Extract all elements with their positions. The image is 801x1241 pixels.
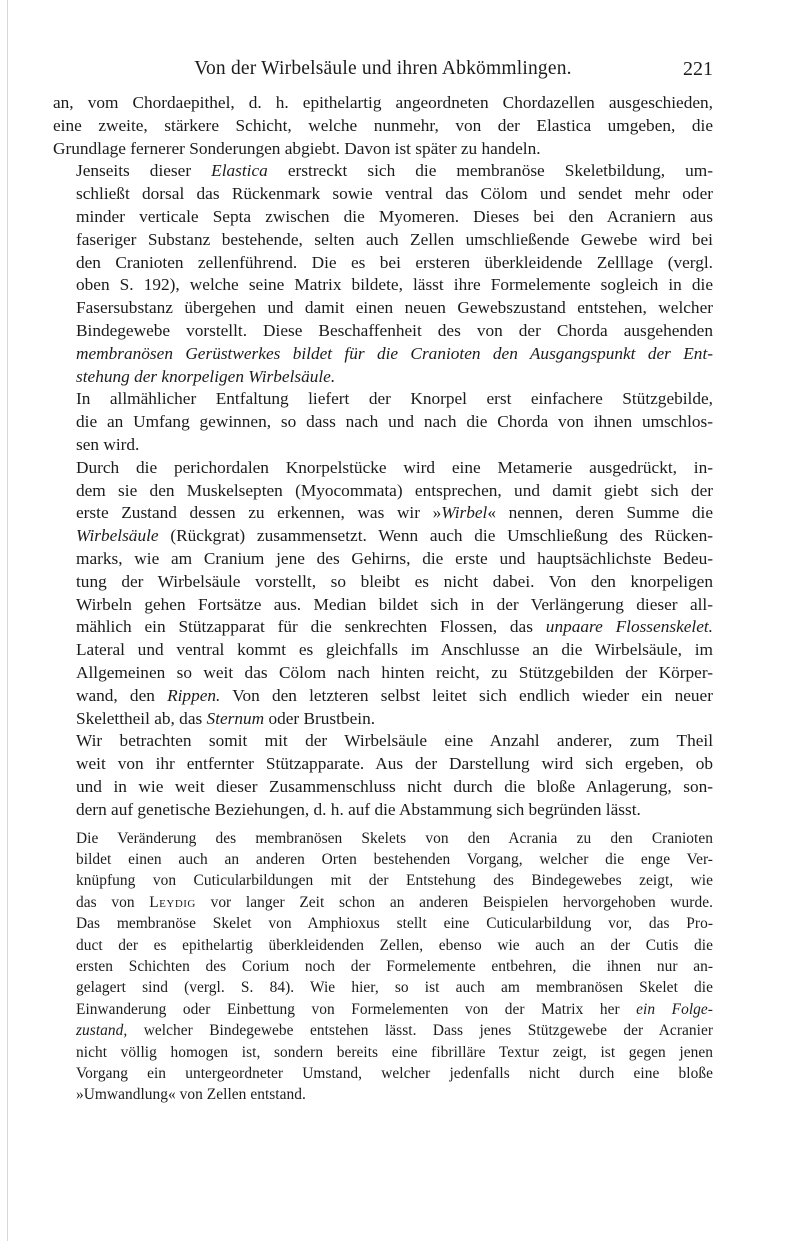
text-line: Wirbeln gehen Fortsätze aus. Median bildet sich in der Verlängerung dieser all- (76, 594, 713, 614)
text-line: Lateral und ventral kommt es gleichfalls im Anschlusse an die Wirbelsäule, im (76, 640, 713, 660)
text-segment: zustand, (76, 1022, 128, 1040)
text-segment: Wirbelsäule (76, 526, 159, 546)
text-line: eine zweite, stärkere Schicht, welche nunmehr, von der Elastica umgeben, die (53, 115, 713, 135)
text-line: »Umwandlung« von Zellen entstand. (76, 1086, 306, 1104)
text-line: Das membranöse Skelet von Amphioxus stellt eine Cuticularbildung vor, das Pro- (76, 915, 713, 933)
text-line: knüpfung von Cuticularbildungen mit der Entstehung des Bindegewebes zeigt, wie (76, 872, 713, 890)
text-line: Wir betrachten somit mit der Wirbelsäule eine Anzahl anderer, zum Theil (76, 731, 713, 751)
text-segment: stehung der knorpeligen Wirbelsäule. (76, 366, 336, 386)
text-line: minder verticale Septa zwischen die Myomeren. Dieses bei den Acraniern aus (76, 206, 713, 226)
text-line: gelagert sind (vergl. S. 84). Wie hier, so ist auch am membranösen Skelet die (76, 979, 713, 997)
text-line (53, 1020, 713, 1041)
page-edge-line (7, 0, 8, 1241)
text-segment: erste Zustand dessen zu erkennen, was wir » (76, 503, 442, 523)
text-segment: Rippen. (167, 685, 221, 705)
text-line (53, 160, 713, 183)
text-line: Fasersubstanz übergehen und damit einen neuen Gewebszustand entstehen, welcher (76, 298, 713, 318)
text-line: Grundlage fernerer Sonderungen abgiebt. Davon ist später zu handeln. (53, 138, 541, 158)
text-line: faseriger Substanz bestehende, selten auch Zellen umschließende Gewebe wird bei (76, 229, 713, 249)
body-text (53, 92, 713, 1106)
text-line: Durch die perichordalen Knorpelstücke wird eine Metamerie ausgedrückt, in- (76, 457, 713, 477)
text-segment: Skelettheil ab, das (76, 708, 207, 728)
main-text (53, 92, 713, 822)
text-segment: Sternum (206, 708, 265, 728)
text-line: weit von ihr entfernter Stützapparate. Aus der Darstellung wird sich ergeben, ob (76, 754, 713, 774)
text-segment: das von (76, 893, 150, 911)
text-line: marks, wie am Cranium jene des Gehirns, die erste und hauptsächlichste Bedeu- (76, 548, 713, 568)
text-segment: Wirbel (441, 503, 488, 523)
page-header (53, 58, 713, 82)
text-segment: membranösen Gerüstwerkes bildet für die Cranioten den Ausgangspunkt der Ent- (76, 343, 713, 363)
text-line (53, 525, 713, 548)
text-line: bildet einen auch an anderen Orten bestehenden Vorgang, welcher die enge Ver- (76, 850, 713, 868)
text-line: duct der es epithelartig überkleidenden Zellen, ebenso wie auch an der Cutis die (76, 936, 713, 954)
text-line (53, 502, 713, 525)
text-segment: Jenseits dieser (76, 161, 212, 181)
text-line: tung der Wirbelsäule vorstellt, so bleibt es nicht dabei. Von den knorpeligen (76, 571, 713, 591)
text-line: Allgemeinen so weit das Cölom nach hinten reicht, zu Stützgebilden der Körper- (76, 662, 713, 682)
text-segment: wand, den (76, 685, 168, 705)
text-line (53, 616, 713, 639)
paragraph (53, 730, 713, 821)
text-line (53, 685, 713, 708)
text-segment: vor langer Zeit schon an anderen Beispielen hervorgehoben wurde. (195, 893, 713, 911)
text-line: und in wie weit dieser Zusammenschluss nicht durch die bloße Anlagerung, son- (76, 776, 713, 796)
text-line: oben S. 192), welche seine Matrix bildete, lässt ihre Formelemente sogleich in die (76, 275, 713, 295)
text-line: an, vom Chordaepithel, d. h. epithelartig angeordneten Chordazellen ausgeschieden, (53, 93, 713, 112)
text-segment: (Rückgrat) zusammensetzt. Wenn auch die Umschließung des Rücken- (158, 526, 713, 546)
text-segment: « nennen, deren Summe die (487, 503, 713, 523)
running-title: Von der Wirbelsäule und ihren Abkömmlingen. (194, 58, 572, 79)
text-segment: unpaare Flossenskelet. (545, 617, 714, 637)
text-line: schließt dorsal das Rückenmark sowie ventral das Cölom und sendet mehr oder (76, 184, 713, 204)
paragraph (53, 160, 713, 388)
text-segment: oder Brustbein. (264, 708, 376, 728)
text-line (53, 892, 713, 913)
small-print-note (53, 828, 713, 1106)
text-line (53, 343, 713, 366)
text-segment: mählich ein Stützapparat für die senkrechten Flossen, das (76, 617, 546, 637)
text-line: Bindegewebe vorstellt. Diese Beschaffenheit des von der Chorda ausgehenden (76, 320, 713, 340)
text-line: ersten Schichten des Corium noch der Formelemente entbehren, die ihnen nur an- (76, 957, 713, 975)
text-line: nicht völlig homogen ist, sondern bereits eine fibrilläre Textur zeigt, ist gegen jenen (76, 1043, 713, 1061)
text-segment: Von den letzteren selbst leitet sich endlich wieder ein neuer (220, 685, 713, 705)
text-segment: erstreckt sich die membranöse Skeletbildung, um- (267, 161, 713, 181)
text-line (53, 708, 713, 731)
text-line: dem sie den Muskelsepten (Myocommata) entsprechen, und damit giebt sich der (76, 480, 713, 500)
paragraph (53, 92, 713, 160)
text-line (53, 999, 713, 1020)
text-line (53, 366, 713, 389)
text-segment: welcher Bindegewebe entstehen lässt. Dass jenes Stützgewebe der Acranier (127, 1022, 713, 1040)
paragraph (53, 457, 713, 731)
text-line: Die Veränderung des membranösen Skelets von den Acrania zu den Cranioten (76, 829, 713, 847)
text-line: sen wird. (76, 434, 140, 454)
page-number: 221 (683, 58, 713, 80)
paragraph (53, 388, 713, 456)
text-line: den Cranioten zellenführend. Die es bei ersteren überkleidende Zelllage (vergl. (76, 252, 713, 272)
text-line: dern auf genetische Beziehungen, d. h. auf die Abstammung sich begründen lässt. (76, 799, 641, 819)
text-segment: Leydig (149, 893, 196, 911)
text-segment: Einwanderung oder Einbettung von Formelementen von der Matrix her (76, 1000, 637, 1018)
text-segment: ein Folge- (636, 1000, 713, 1018)
text-segment: Elastica (211, 161, 268, 181)
text-line: In allmählicher Entfaltung liefert der Knorpel erst einfachere Stützgebilde, (76, 389, 713, 409)
note-paragraph (53, 828, 713, 1106)
text-line: Vorgang ein untergeordneter Umstand, welcher jedenfalls nicht durch eine bloße (76, 1064, 713, 1082)
text-line: die an Umfang gewinnen, so dass nach und nach die Chorda von ihnen umschlos- (76, 412, 713, 432)
